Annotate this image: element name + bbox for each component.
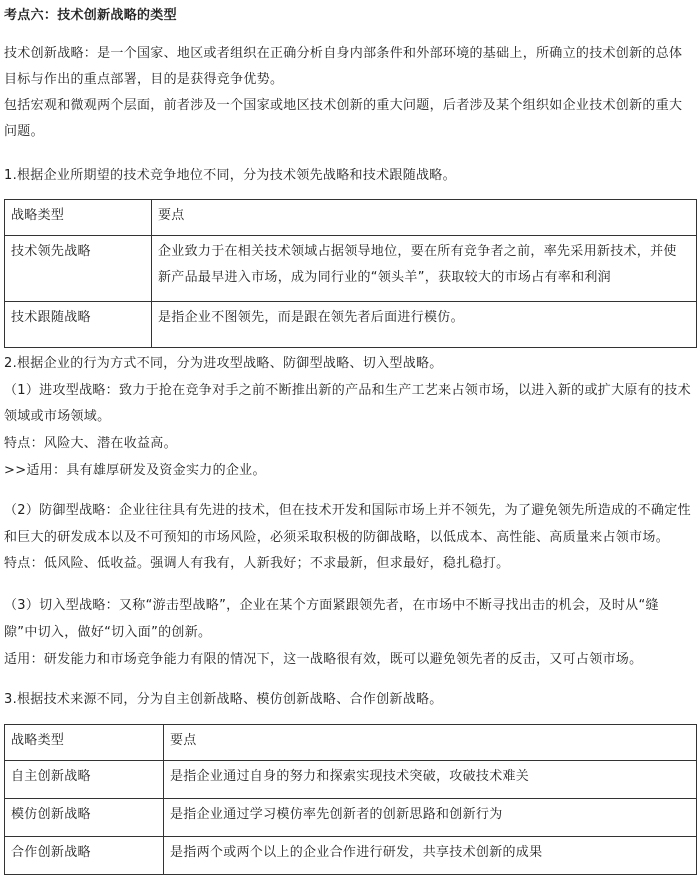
entry-line-1: （3）切入型战略：又称“游击型战略”，企业在某个方面紧跟领先者，在市场中不断寻找出击的机会，及时从“缝 bbox=[4, 598, 659, 613]
intro-line-3: 包括宏观和微观两个层面，前者涉及一个国家或地区技术创新的重大问题，后者涉及某个组织如企业技术创新的重大 bbox=[4, 98, 683, 113]
row-strategy-type: 自主创新战略 bbox=[5, 761, 164, 799]
row-key-points: 是指企业不图领先，而是跟在领先者后面进行模仿。 bbox=[152, 302, 697, 348]
entry-apply: 适用：研发能力和市场竞争能力有限的情况下，这一战略很有效，既可以避免领先者的反击，又可占领市场。 bbox=[4, 652, 643, 667]
table-row bbox=[5, 761, 697, 799]
table-row bbox=[5, 799, 697, 837]
table-header-row bbox=[5, 200, 697, 236]
intro-line-1: 技术创新战略：是一个国家、地区或者组织在正确分析自身内部条件和外部环境的基础上，所确立的技术创新的总体 bbox=[4, 46, 683, 61]
entry-line-2: 隙”中切入，做好“切入面”的创新。 bbox=[4, 625, 212, 640]
table-row bbox=[5, 236, 697, 302]
header-strategy-type: 战略类型 bbox=[5, 725, 164, 761]
intro-line-4: 问题。 bbox=[4, 124, 44, 139]
section1-heading: 1.根据企业所期望的技术竞争地位不同，分为技术领先战略和技术跟随战略。 bbox=[4, 168, 456, 183]
offensive-line-1: （1）进攻型战略：致力于抢在竞争对手之前不断推出新的产品和生产工艺来占领市场，以进入新的或扩大原有的技术 bbox=[4, 383, 691, 398]
table-header-row bbox=[5, 725, 697, 761]
section2-heading: 2.根据企业的行为方式不同，分为进攻型战略、防御型战略、切入型战略。 bbox=[4, 356, 443, 371]
row-strategy-type: 模仿创新战略 bbox=[5, 799, 164, 837]
offensive-line-2: 领域或市场领域。 bbox=[4, 409, 111, 424]
defensive-line-2: 和巨大的研发成本以及不可预知的市场风险，必须采取积极的防御战略，以低成本、高性能、高质量来占领市场。 bbox=[4, 530, 670, 545]
row-key-points: 是指两个或两个以上的企业合作进行研发，共享技术创新的成果 bbox=[164, 837, 697, 875]
offensive-apply: >>适用：具有雄厚研发及资金实力的企业。 bbox=[4, 463, 266, 478]
header-key-points: 要点 bbox=[152, 200, 697, 236]
defensive-line-1: （2）防御型战略：企业往往具有先进的技术，但在技术开发和国际市场上并不领先，为了避免领先所造成的不确定性 bbox=[4, 503, 691, 518]
table-row bbox=[5, 302, 697, 348]
header-key-points: 要点 bbox=[164, 725, 697, 761]
row-strategy-type: 合作创新战略 bbox=[5, 837, 164, 875]
table-row bbox=[5, 837, 697, 875]
page-title: 考点六：技术创新战略的类型 bbox=[4, 8, 177, 23]
row-key-points: 是指企业通过自身的努力和探索实现技术突破，攻破技术难关 bbox=[164, 761, 697, 799]
section3-heading: 3.根据技术来源不同，分为自主创新战略、模仿创新战略、合作创新战略。 bbox=[4, 692, 443, 707]
header-strategy-type: 战略类型 bbox=[5, 200, 152, 236]
row-key-points: 企业致力于在相关技术领域占据领导地位，要在所有竞争者之前，率先采用新技术，并使 新产品最早进入市场，成为同行业的“领头羊”，获取较大的市场占有率和利润 bbox=[152, 236, 697, 302]
defensive-feature: 特点：低风险、低收益。强调人有我有，人新我好；不求最新，但求最好，稳扎稳打。 bbox=[4, 556, 510, 571]
offensive-feature: 特点：风险大、潜在收益高。 bbox=[4, 436, 177, 451]
strategy-position-table bbox=[4, 199, 697, 348]
row-strategy-type: 技术领先战略 bbox=[5, 236, 152, 302]
intro-line-2: 目标与作出的重点部署，目的是获得竞争优势。 bbox=[4, 72, 284, 87]
strategy-source-table bbox=[4, 724, 697, 875]
row-key-points: 是指企业通过学习模仿率先创新者的创新思路和创新行为 bbox=[164, 799, 697, 837]
row-strategy-type: 技术跟随战略 bbox=[5, 302, 152, 348]
